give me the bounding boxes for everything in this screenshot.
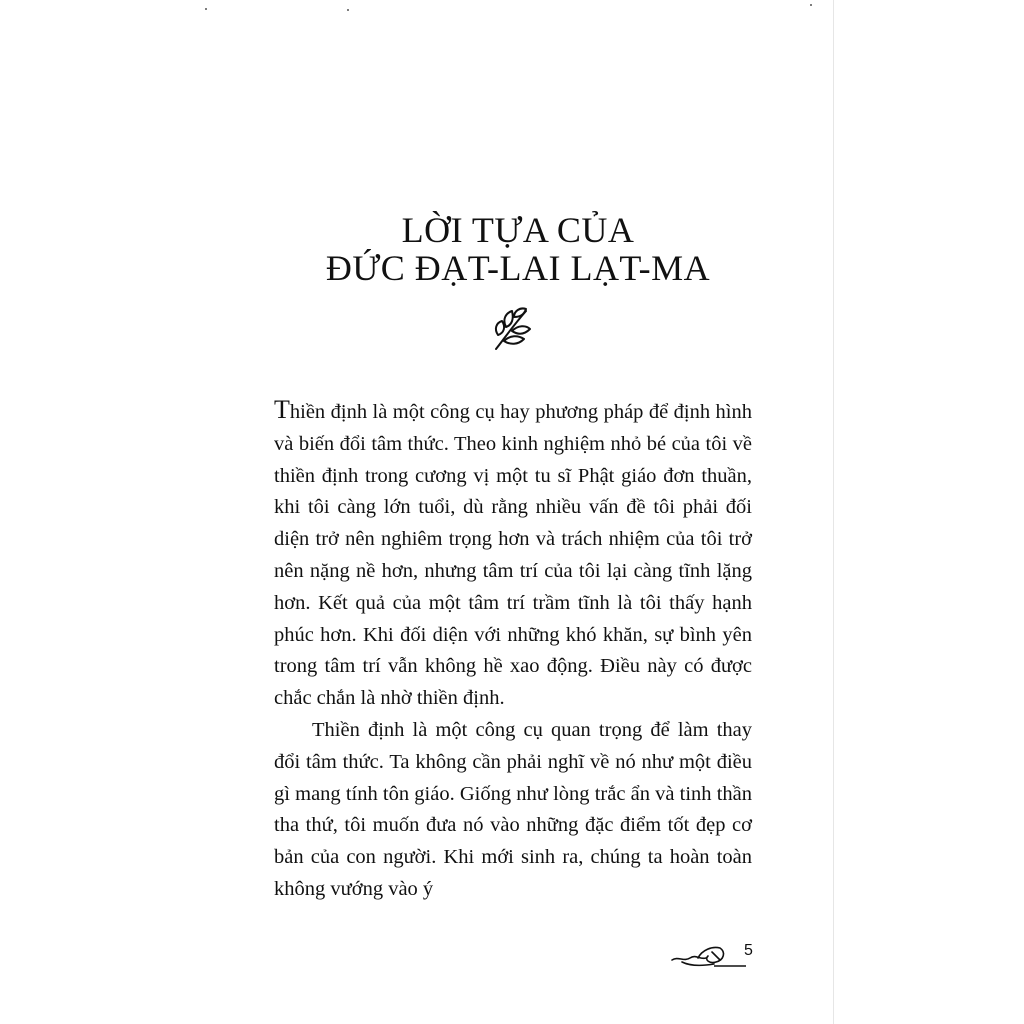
body-text	[274, 397, 752, 906]
paragraph-1	[274, 397, 752, 715]
scan-speck	[347, 9, 349, 11]
scan-speck	[810, 4, 812, 6]
chapter-title-line-2: ĐỨC ĐẠT-LAI LẠT-MA	[325, 248, 711, 288]
scan-speck	[205, 8, 207, 10]
tilde-swirl-icon	[668, 938, 748, 970]
paragraph-1-text: hiền định là một công cụ hay phương pháp để định hình và biến đổi tâm thức. Theo kinh nghiệm nhỏ bé của tôi về thiền định trong cương vị một tu sĩ Phật giáo đơn thuần, khi tôi càng lớn tuổi, dù rằng nhiều vấn đề tôi phải đối diện trở nên nghiêm trọng hơn và trách nhiệm của tôi trở nên nặng nề hơn, nhưng tâm trí của tôi lại càng tĩnh lặng hơn. Kết quả của một tâm trí trầm tĩnh là tôi thấy hạnh phúc hơn. Khi đối diện với những khó khăn, sự bình yên trong tâm trí vẫn không hề xao động. Điều này có được chắc chắn là nhờ thiền định.	[274, 401, 752, 710]
drop-initial: T	[274, 395, 290, 424]
page-number: 5	[744, 942, 753, 959]
paragraph-2: Thiền định là một công cụ quan trọng để làm thay đổi tâm thức. Ta không cần phải nghĩ về nó như một điều gì mang tính tôn giáo. Giống như lòng trắc ẩn và tinh thần tha thứ, tôi muốn đưa nó vào những đặc điểm tốt đẹp cơ bản của con người. Khi mới sinh ra, chúng ta hoàn toàn không vướng vào ý	[274, 718, 752, 900]
page-edge-divider	[833, 0, 834, 1024]
leaf-sprig-icon	[490, 305, 534, 353]
chapter-title-line-1: LỜI TỰA CỦA	[401, 210, 635, 250]
